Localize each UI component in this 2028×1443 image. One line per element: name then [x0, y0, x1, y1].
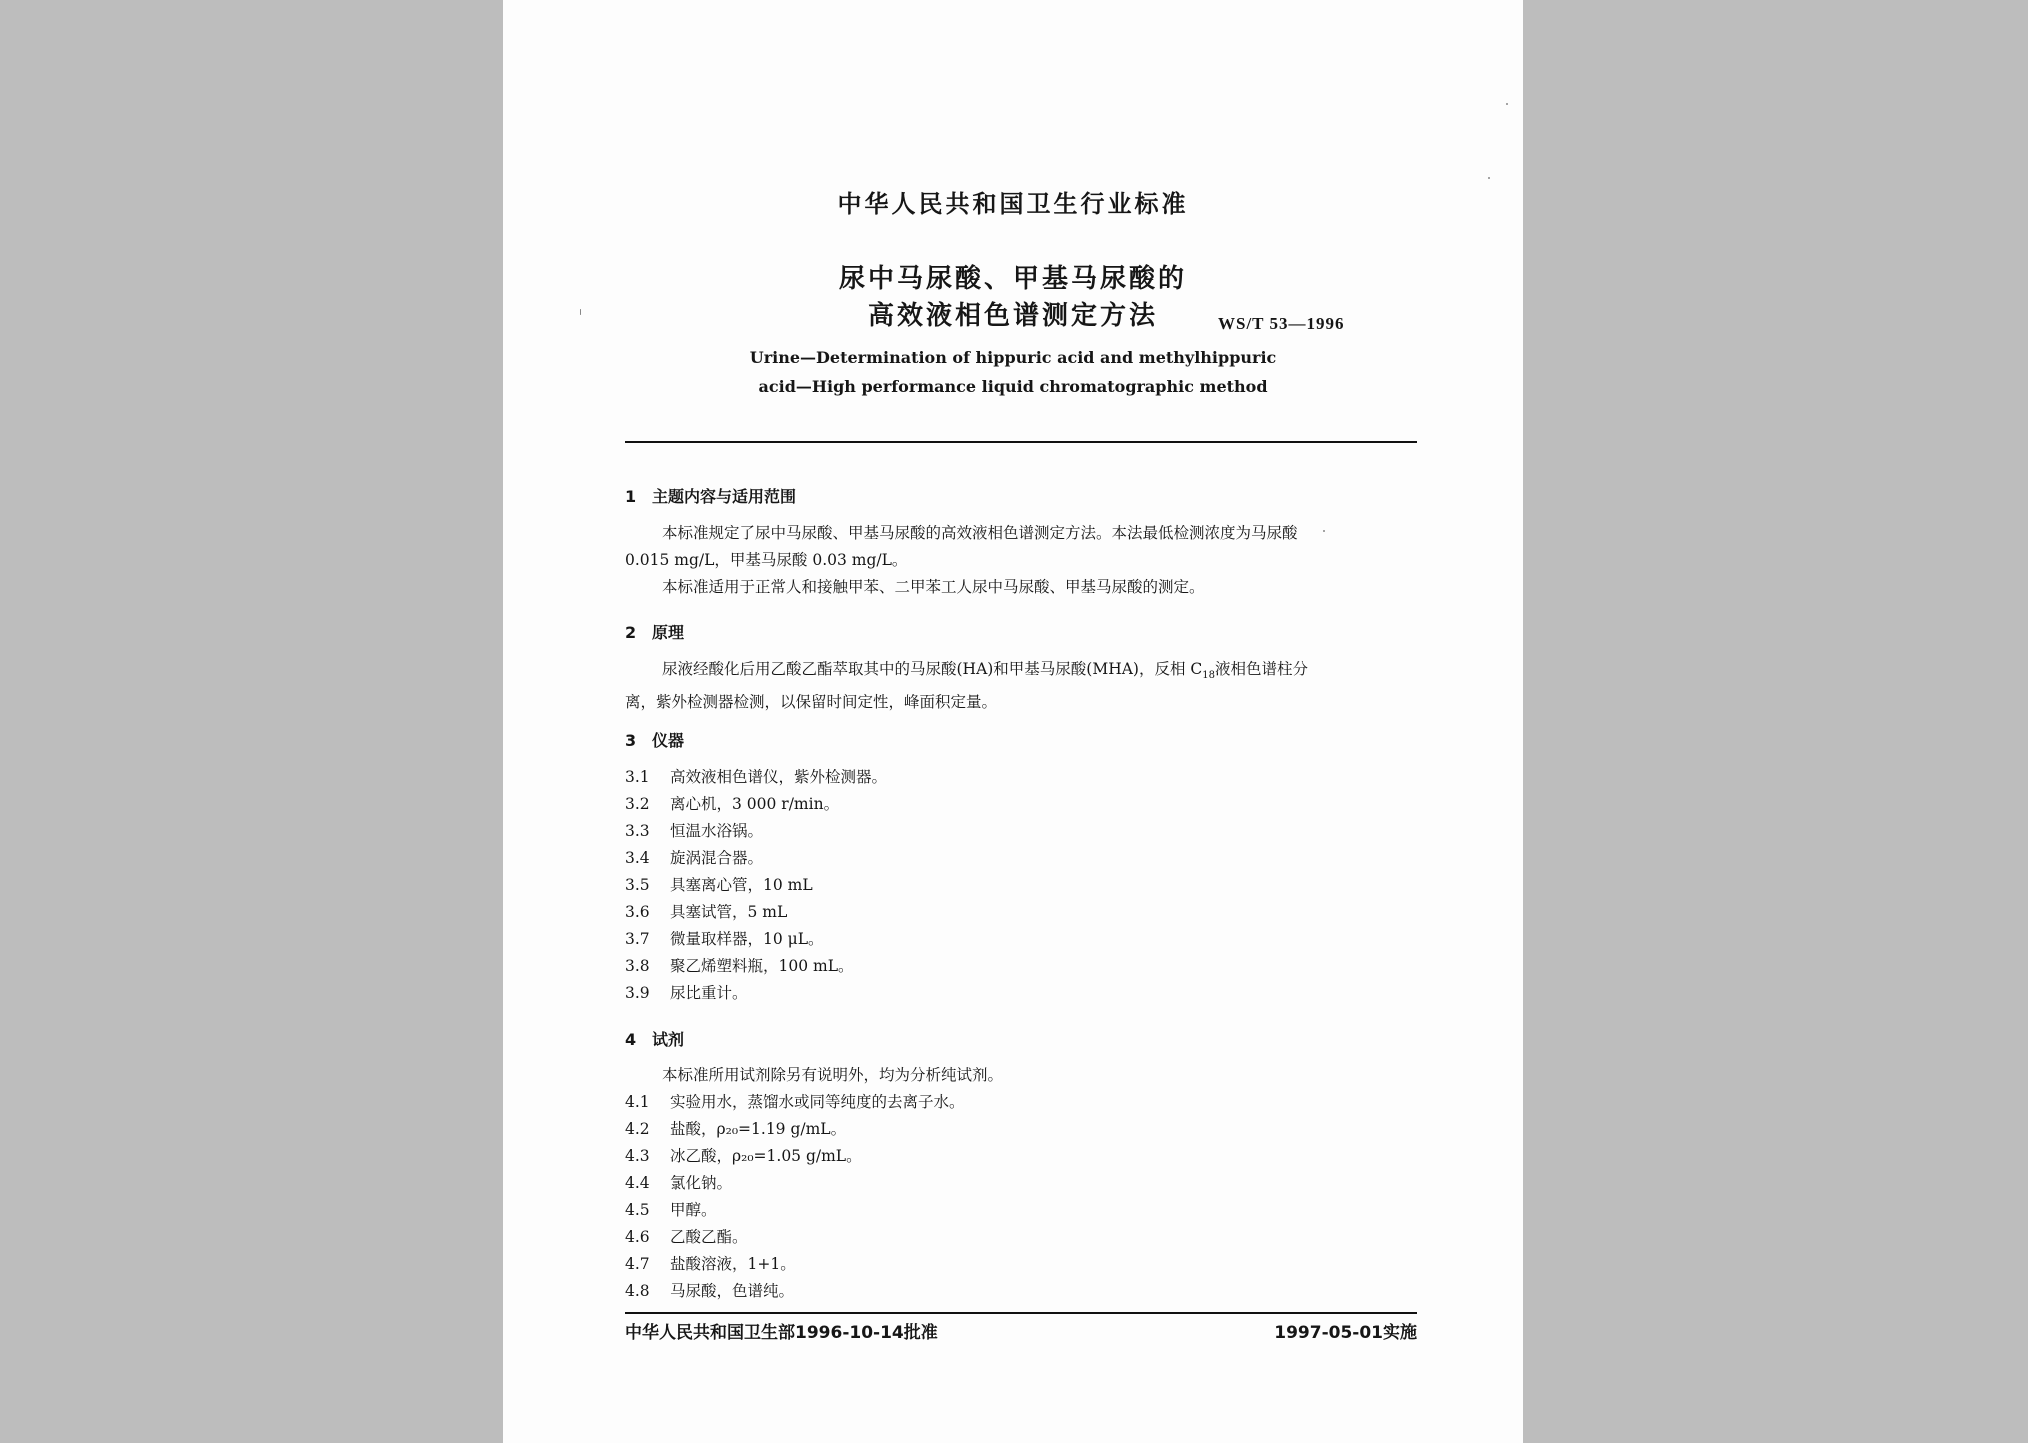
item-text: 实验用水，蒸馏水或同等纯度的去离子水。: [670, 1093, 965, 1111]
section-number: 3: [625, 731, 637, 750]
item-text: 马尿酸，色谱纯。: [670, 1282, 795, 1300]
item-text: 旋涡混合器。: [670, 849, 764, 867]
list-item: [625, 953, 1417, 980]
list-item: [625, 1251, 1417, 1278]
item-text: 具塞离心管，10 mL: [670, 876, 813, 894]
item-number: 4.6: [625, 1228, 650, 1246]
item-text: 氯化钠。: [670, 1174, 733, 1192]
section-number: 1: [625, 487, 637, 506]
section-title: 试剂: [652, 1030, 685, 1049]
item-number: 4.3: [625, 1147, 650, 1165]
section-2-heading: [625, 620, 1417, 643]
list-item: [625, 872, 1417, 899]
section-1-heading: [625, 484, 1417, 507]
item-text: 乙酸乙酯。: [670, 1228, 748, 1246]
item-number: 3.4: [625, 849, 650, 867]
list-item: [625, 1278, 1417, 1305]
list-item: [625, 899, 1417, 926]
effective-date: 1997-05-01实施: [1274, 1323, 1417, 1343]
list-item: [625, 1170, 1417, 1197]
paragraph-continuation: 离，紫外检测器检测，以保留时间定性，峰面积定量。: [625, 693, 998, 712]
paragraph-continuation: 0.015 mg/L，甲基马尿酸 0.03 mg/L。: [625, 551, 908, 569]
section-number: 4: [625, 1030, 637, 1049]
item-number: 3.2: [625, 795, 650, 813]
scan-speck: [1506, 103, 1508, 105]
list-item: [625, 845, 1417, 872]
item-number: 3.1: [625, 768, 650, 786]
item-text: 具塞试管，5 mL: [670, 903, 788, 921]
item-text: 离心机，3 000 r/min。: [670, 795, 840, 813]
approval-date: 中华人民共和国卫生部1996-10-14批准: [625, 1323, 938, 1343]
item-number: 3.6: [625, 903, 650, 921]
paragraph: 本标准适用于正常人和接触甲苯、二甲苯工人尿中马尿酸、甲基马尿酸的测定。: [662, 578, 1205, 596]
header-divider: [625, 441, 1417, 443]
section-2: [625, 620, 1417, 716]
item-text: 微量取样器，10 μL。: [670, 930, 824, 948]
subscript: 18: [1202, 670, 1216, 682]
section-number: 2: [625, 623, 637, 642]
section-title: 原理: [652, 623, 685, 642]
item-number: 3.3: [625, 822, 650, 840]
title-english-line2: acid—High performance liquid chromatographic method: [758, 377, 1268, 396]
section-title: 主题内容与适用范围: [652, 487, 797, 506]
list-item: [625, 1116, 1417, 1143]
scan-speck: [1323, 530, 1325, 532]
list-item: [625, 1197, 1417, 1224]
item-number: 4.8: [625, 1282, 650, 1300]
item-number: 4.7: [625, 1255, 650, 1273]
list-item: [625, 926, 1417, 953]
list-item: [625, 980, 1417, 1007]
paragraph-text: 尿液经酸化后用乙酸乙酯萃取其中的马尿酸(HA)和甲基马尿酸(MHA)，反相 C: [662, 660, 1203, 678]
paragraph-text: 液相色谱柱分: [1215, 660, 1309, 678]
item-number: 3.8: [625, 957, 650, 975]
item-number: 4.5: [625, 1201, 650, 1219]
item-text: 高效液相色谱仪，紫外检测器。: [670, 768, 888, 786]
scan-speck: [1488, 177, 1490, 179]
list-item: [625, 818, 1417, 845]
item-text: 冰乙酸，ρ₂₀=1.05 g/mL。: [670, 1147, 862, 1165]
document-page: [503, 0, 1523, 1443]
section-4: [625, 1027, 1417, 1305]
item-text: 尿比重计。: [670, 984, 748, 1002]
paragraph: 本标准所用试剂除另有说明外，均为分析纯试剂。: [662, 1066, 1004, 1084]
item-text: 盐酸，ρ₂₀=1.19 g/mL。: [670, 1120, 847, 1138]
list-item: [625, 791, 1417, 818]
item-number: 3.9: [625, 984, 650, 1002]
list-item: [625, 1089, 1417, 1116]
item-text: 恒温水浴锅。: [670, 822, 764, 840]
issuing-organization: 中华人民共和国卫生行业标准: [837, 190, 1189, 218]
item-number: 4.4: [625, 1174, 650, 1192]
paragraph: 本标准规定了尿中马尿酸、甲基马尿酸的高效液相色谱测定方法。本法最低检测浓度为马尿酸: [662, 524, 1298, 542]
section-4-heading: [625, 1027, 1417, 1050]
title-chinese-line1: 尿中马尿酸、甲基马尿酸的: [838, 264, 1187, 294]
list-item: [625, 764, 1417, 791]
section-1: [625, 484, 1417, 601]
item-number: 4.1: [625, 1093, 650, 1111]
paragraph: [625, 656, 1417, 689]
item-number: 3.5: [625, 876, 650, 894]
item-text: 盐酸溶液，1+1。: [670, 1255, 796, 1273]
title-english-line1: Urine—Determination of hippuric acid and methylhippuric: [749, 348, 1277, 367]
item-number: 4.2: [625, 1120, 650, 1138]
section-title: 仪器: [652, 731, 685, 750]
standard-code: WS/T 53—1996: [1218, 314, 1345, 333]
scan-speck: [580, 309, 581, 315]
item-text: 聚乙烯塑料瓶，100 mL。: [670, 957, 854, 975]
title-chinese-line2: 高效液相色谱测定方法: [867, 301, 1158, 331]
item-text: 甲醇。: [670, 1201, 717, 1219]
section-3-heading: [625, 728, 1417, 751]
item-number: 3.7: [625, 930, 650, 948]
list-item: [625, 1143, 1417, 1170]
section-3: [625, 728, 1417, 1007]
list-item: [625, 1224, 1417, 1251]
footer-divider: [625, 1312, 1417, 1314]
